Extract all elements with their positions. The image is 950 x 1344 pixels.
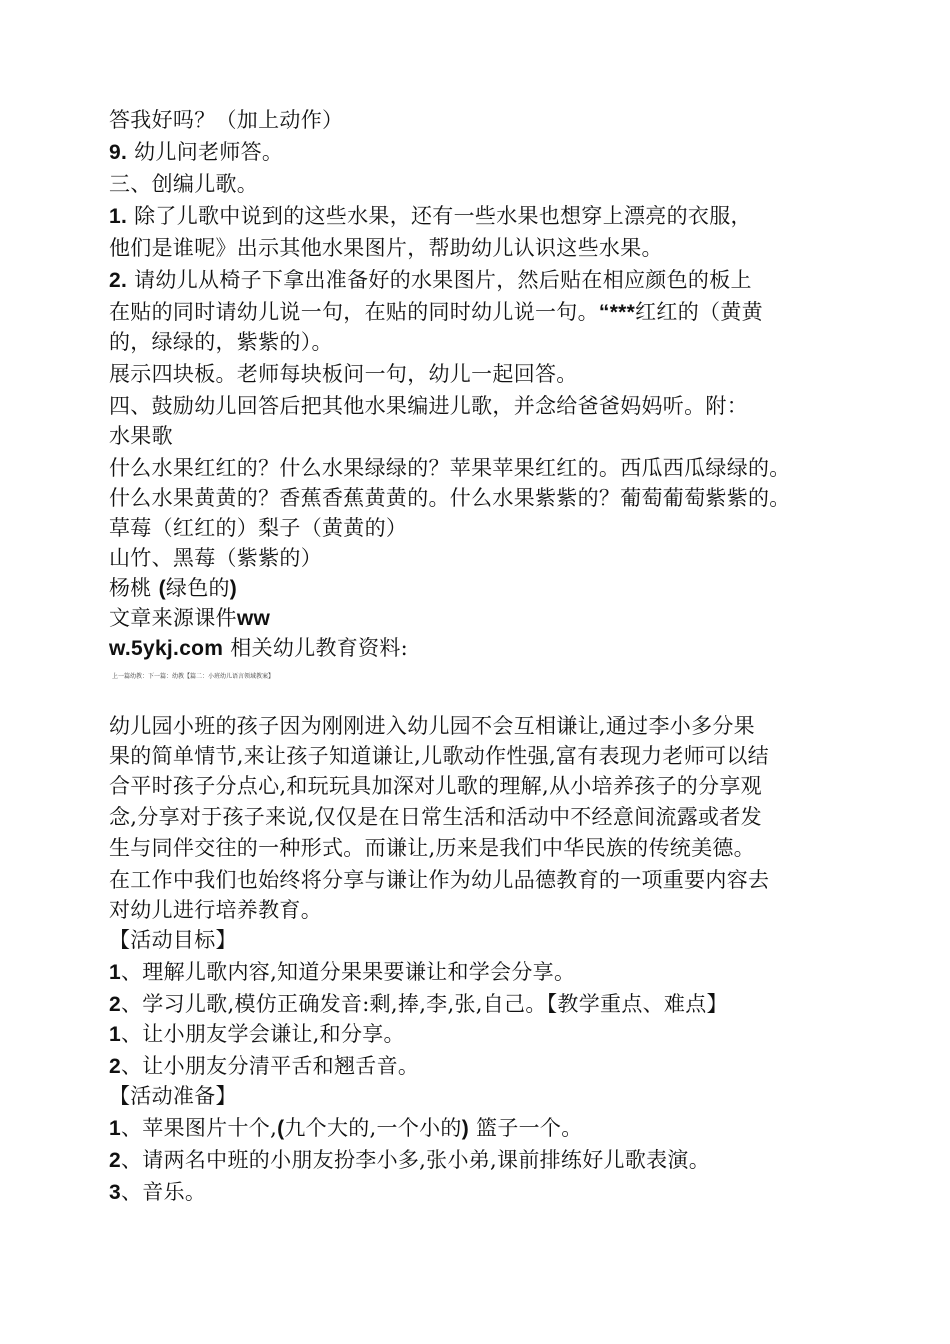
text: 展示四块板。老师每块板问一句，幼儿一起回答。: [109, 362, 578, 386]
text: 、理解儿歌内容,知道分果果要谦让和学会分享。: [120, 960, 576, 984]
prep-heading: [109, 1082, 237, 1110]
text: ): [229, 577, 238, 600]
text: 红红的（黄黄: [635, 300, 763, 324]
text: 篮子一个。: [476, 1116, 583, 1140]
text: 、请两名中班的小朋友扮李小多,张小弟,课前排练好儿歌表演。: [120, 1148, 711, 1172]
text-line: [109, 202, 752, 231]
item-number: 2.: [109, 269, 128, 292]
text: 、学习儿歌,模仿正确发音:剩,捧,李,张,自己。【教学重点、难点】: [120, 992, 728, 1016]
item-number: 9.: [109, 141, 128, 164]
text: 的，绿绿的，紫紫的）。: [109, 330, 333, 354]
text: 、苹果图片十个,: [120, 1116, 278, 1140]
text: 答我好吗？（加上动作）: [109, 108, 344, 132]
paragraph-line: [109, 772, 762, 800]
song-line: [109, 514, 407, 542]
text: 三、创编儿歌。: [109, 172, 259, 196]
paragraph-line: [109, 896, 322, 924]
text: 在工作中我们也始终将分享与谦让作为幼儿品德教育的一项重要内容去: [109, 868, 770, 892]
paragraph-line: [109, 834, 755, 862]
text: ): [461, 1117, 470, 1140]
paragraph-line: [109, 803, 762, 831]
text: 合平时孩子分点心,和玩玩具加深对儿歌的理解,从小培养孩子的分享观: [109, 774, 762, 798]
text: 果的简单情节,来让孩子知道谦让,儿歌动作性强,富有表现力老师可以结: [109, 744, 769, 768]
text: 四、鼓励幼儿回答后把其他水果编进儿歌，并念给爸爸妈妈听。附：: [109, 394, 748, 418]
text: 在贴的同时请幼儿说一句，在贴的同时幼儿说一句。: [109, 300, 599, 324]
list-item: [109, 1114, 583, 1143]
item-number: 1: [109, 1023, 121, 1046]
item-number: 1.: [109, 205, 128, 228]
text-line: [109, 266, 752, 295]
text-line: [109, 328, 333, 356]
section-heading: [109, 170, 258, 198]
list-item: [109, 1052, 419, 1081]
song-title: [109, 422, 173, 450]
paragraph-line: [109, 866, 769, 894]
source-link[interactable]: w.5ykj.com: [109, 637, 224, 660]
text: “***: [598, 301, 636, 324]
song-line: [109, 484, 791, 512]
text-line: [109, 106, 343, 134]
text: 幼儿问老师答。: [134, 140, 284, 164]
paragraph-line: [109, 742, 769, 770]
text: ww: [236, 607, 271, 630]
text: 除了儿歌中说到的这些水果，还有一些水果也想穿上漂亮的衣服，: [134, 204, 752, 228]
item-number: 2: [109, 1149, 121, 1172]
item-number: 3: [109, 1181, 121, 1204]
song-line: [109, 544, 322, 572]
song-line: [109, 454, 791, 482]
text: 山竹、黑莓（紫紫的）: [109, 546, 322, 570]
text: 生与同伴交往的一种形式。而谦让,历来是我们中华民族的传统美德。: [109, 836, 755, 860]
list-item: [109, 958, 575, 987]
text: (: [277, 1117, 285, 1140]
text-line: [109, 360, 578, 388]
text: 【活动目标】: [109, 928, 237, 952]
text-line: [109, 234, 663, 262]
goal-heading: [109, 926, 237, 954]
text: 相关幼儿教育资料:: [230, 636, 409, 660]
list-item: [109, 1020, 405, 1049]
song-line: [109, 574, 237, 603]
paragraph-line: [109, 712, 755, 740]
text: 什么水果黄黄的？香蕉香蕉黄黄的。什么水果紫紫的？葡萄葡萄紫紫的。: [109, 486, 791, 510]
item-number: 2: [109, 993, 121, 1016]
list-item: [109, 990, 728, 1019]
text: 请幼儿从椅子下拿出准备好的水果图片，然后贴在相应颜色的板上: [134, 268, 752, 292]
text: 文章来源课件: [109, 606, 237, 630]
item-number: 1: [109, 961, 121, 984]
text: 草莓（红红的）梨子（黄黄的）: [109, 516, 408, 540]
text: 对幼儿进行培养教育。: [109, 898, 322, 922]
text: 念,分享对于孩子来说,仅仅是在日常生活和活动中不经意间流露或者发: [109, 805, 762, 829]
text: 、让小朋友学会谦让,和分享。: [120, 1022, 405, 1046]
source-line: [109, 604, 270, 633]
text: 、让小朋友分清平舌和翘舌音。: [120, 1054, 420, 1078]
text: 、音乐。: [120, 1180, 207, 1204]
text: 九个大的,一个小的: [284, 1116, 462, 1140]
text: 杨桃: [109, 576, 152, 600]
source-line: [109, 634, 408, 663]
text: 他们是谁呢》出示其他水果图片，帮助幼儿认识这些水果。: [109, 236, 663, 260]
item-number: 1: [109, 1117, 121, 1140]
list-item: [109, 1146, 710, 1175]
article-nav[interactable]: 上一篇幼教：下一篇：幼教【篇二：小班幼儿语言领域教案】: [112, 673, 275, 680]
text-line: [109, 138, 283, 167]
text: 什么水果红红的？什么水果绿绿的？苹果苹果红红的。西瓜西瓜绿绿的。: [109, 456, 791, 480]
section-heading: [109, 392, 748, 420]
text-line: [109, 298, 763, 327]
text: 水果歌: [109, 424, 173, 448]
text: (: [158, 577, 166, 600]
text: 绿色的: [165, 576, 230, 600]
list-item: [109, 1178, 206, 1207]
item-number: 2: [109, 1055, 121, 1078]
text: 幼儿园小班的孩子因为刚刚进入幼儿园不会互相谦让,通过李小多分果: [109, 714, 755, 738]
text: 【活动准备】: [109, 1084, 237, 1108]
